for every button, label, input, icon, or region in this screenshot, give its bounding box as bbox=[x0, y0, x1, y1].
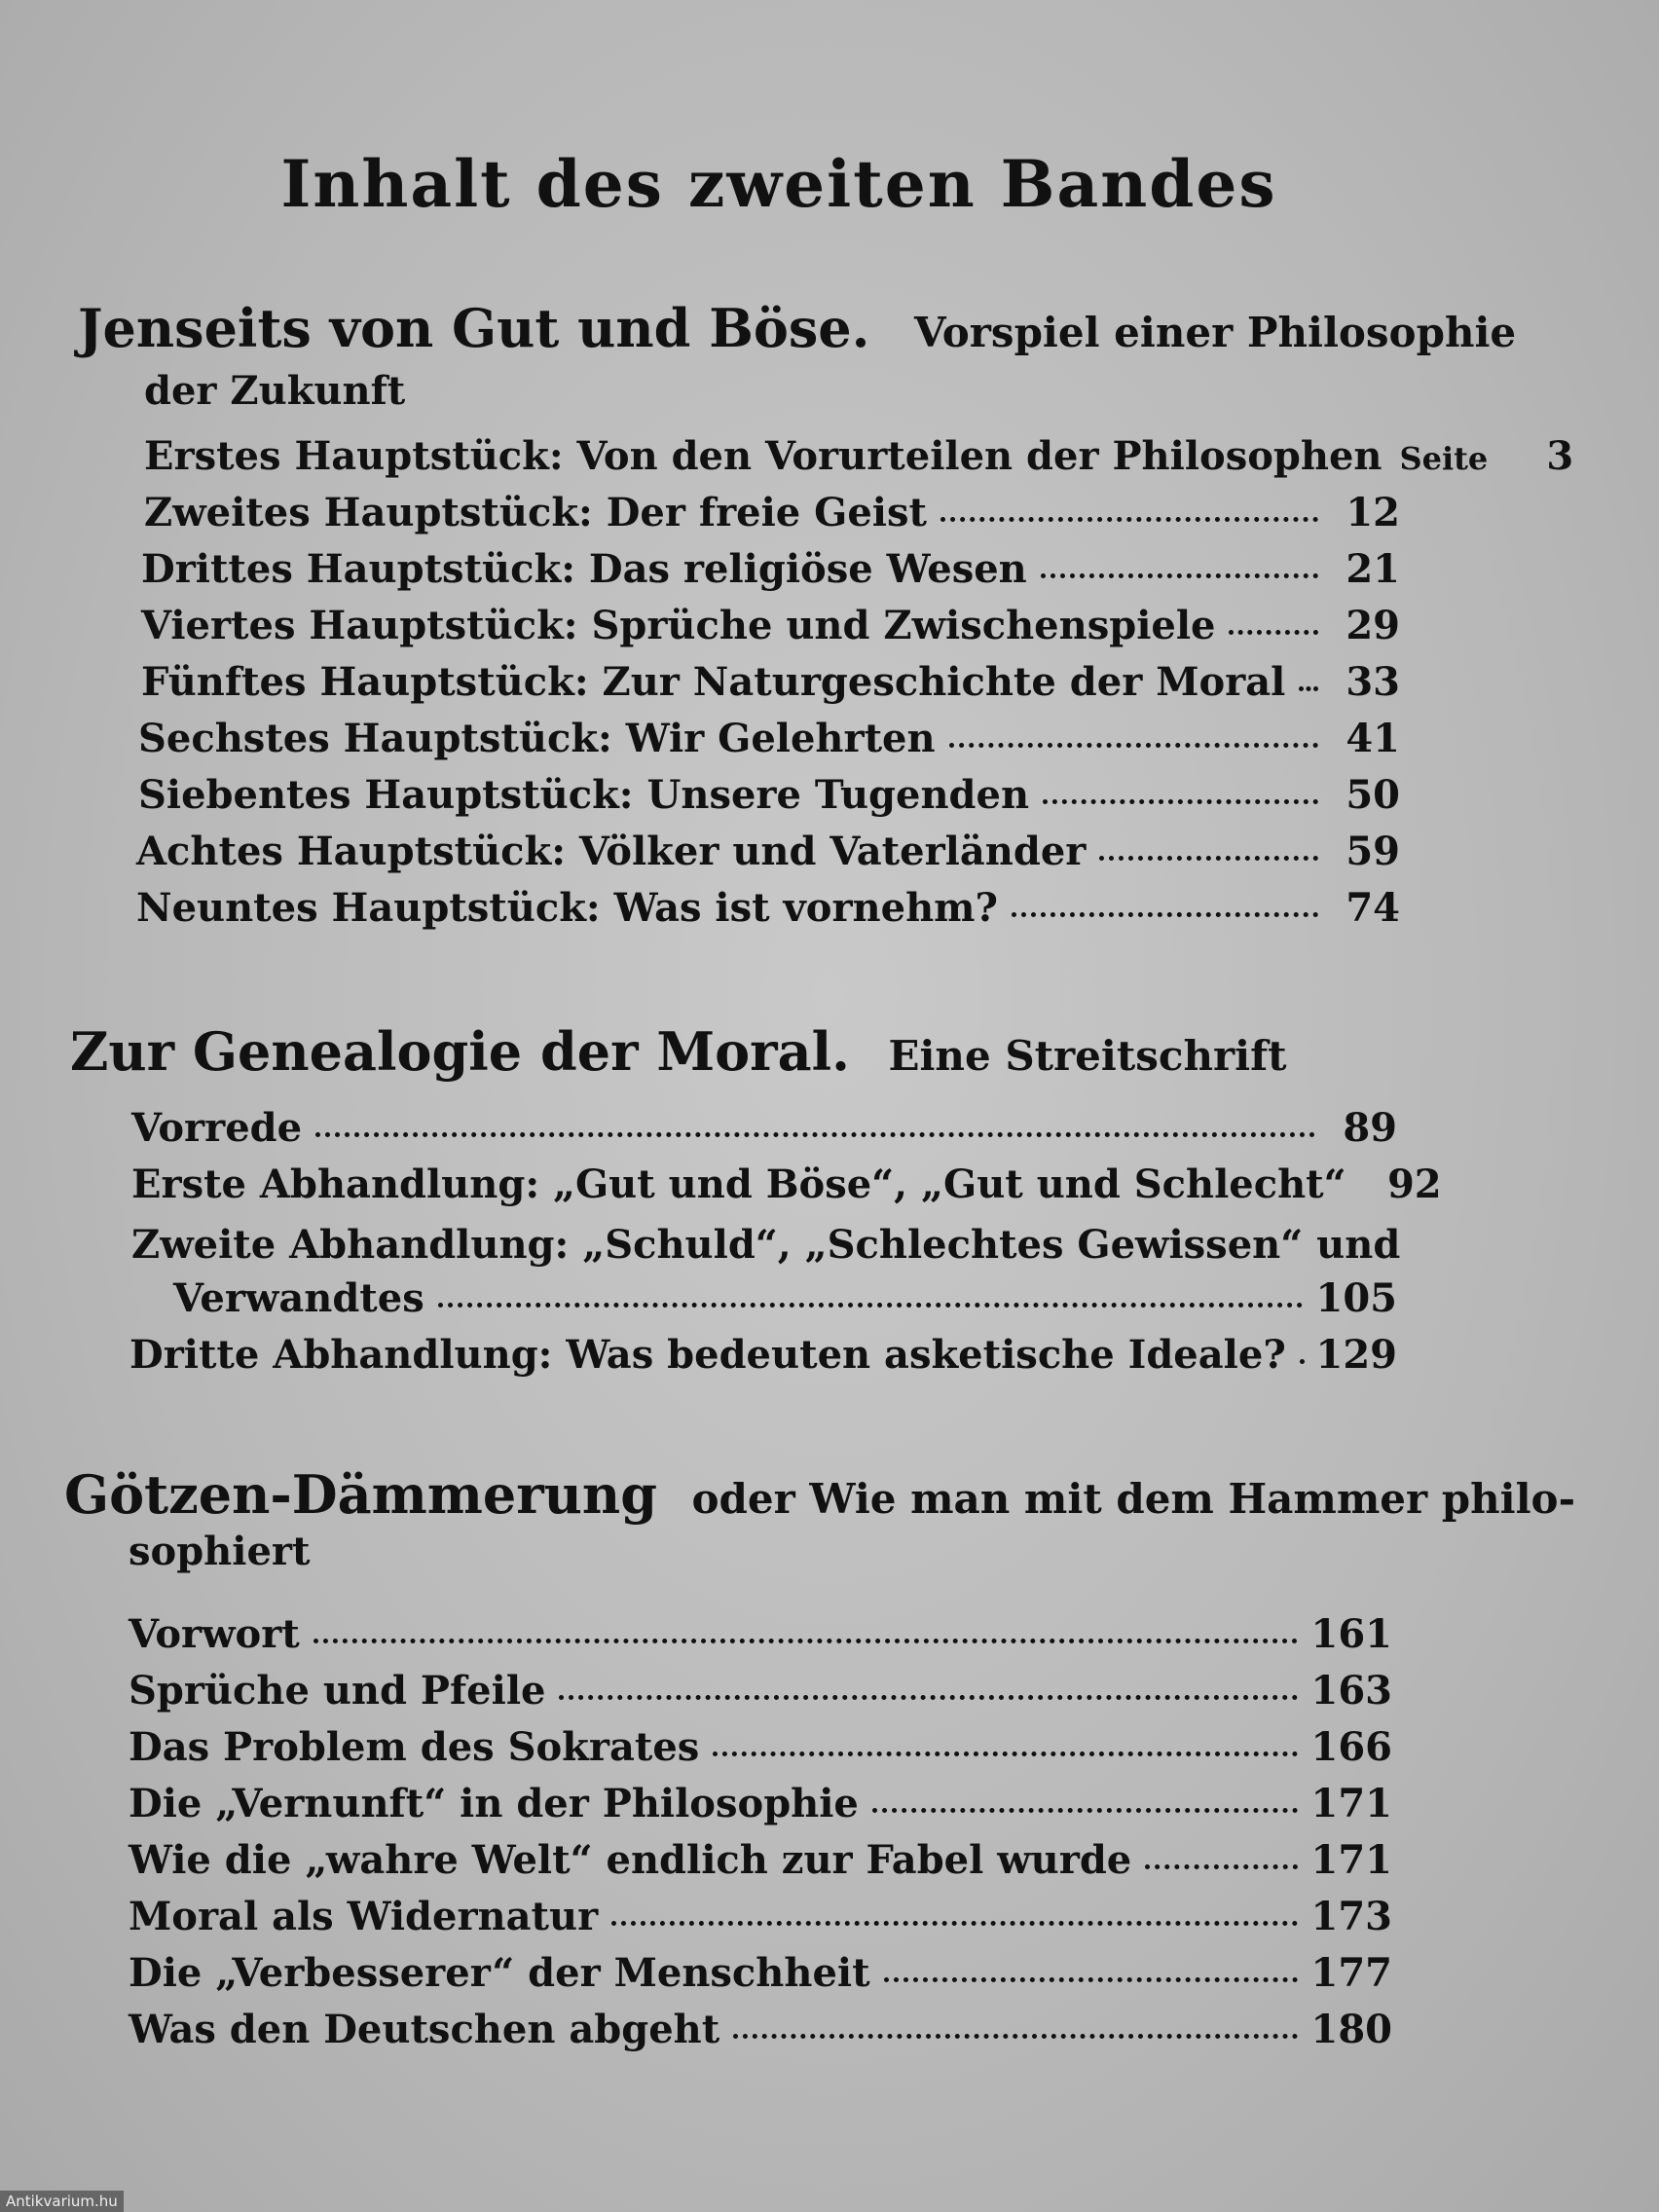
section-subtitle: Vorspiel einer Philosophie bbox=[914, 309, 1517, 356]
entry-label: Die „Verbesserer“ der Menschheit bbox=[129, 1950, 870, 1996]
leader-dots bbox=[315, 1132, 1315, 1137]
entry-label: Neuntes Hauptstück: Was ist vornehm? bbox=[136, 885, 998, 931]
page-column-header: Seite bbox=[1399, 440, 1489, 477]
toc-entry[interactable] bbox=[129, 1781, 1392, 1826]
section-subtitle-cont: der Zukunft bbox=[144, 368, 406, 414]
section-heading bbox=[78, 297, 1516, 359]
entry-label: Drittes Hauptstück: Das religiöse Wesen bbox=[141, 546, 1027, 592]
leader-dots bbox=[713, 1751, 1297, 1756]
entry-page: 180 bbox=[1310, 2007, 1392, 2052]
entry-page: 171 bbox=[1310, 1837, 1392, 1883]
toc-entry[interactable] bbox=[131, 1105, 1397, 1151]
entry-label: Fünftes Hauptstück: Zur Naturgeschichte der Moral bbox=[141, 659, 1286, 705]
entry-label: Die „Vernunft“ in der Philosophie bbox=[129, 1781, 859, 1826]
toc-entry[interactable] bbox=[129, 1724, 1392, 1770]
entry-page: 89 bbox=[1343, 1105, 1397, 1151]
leader-dots bbox=[1300, 1359, 1303, 1364]
section-title: Jenseits von Gut und Böse. bbox=[78, 297, 870, 359]
section-title: Zur Genealogie der Moral. bbox=[70, 1020, 850, 1083]
entry-page: 163 bbox=[1310, 1668, 1392, 1714]
entry-label: Wie die „wahre Welt“ endlich zur Fabel wurde bbox=[129, 1837, 1132, 1883]
entry-label: Sprüche und Pfeile bbox=[129, 1668, 546, 1714]
toc-entry[interactable] bbox=[129, 1950, 1392, 1996]
page-title: Inhalt des zweiten Bandes bbox=[280, 146, 1277, 222]
entry-page: 74 bbox=[1346, 885, 1400, 931]
entry-label-cont: Verwandtes bbox=[173, 1275, 424, 1321]
entry-page: 12 bbox=[1346, 490, 1400, 535]
entry-label: Was den Deutschen abgeht bbox=[129, 2007, 720, 2052]
section-heading bbox=[70, 1020, 1287, 1083]
toc-entry[interactable] bbox=[144, 490, 1400, 535]
entry-page: 50 bbox=[1346, 772, 1400, 818]
toc-entry[interactable] bbox=[136, 829, 1400, 874]
leader-dots bbox=[733, 2034, 1297, 2039]
entry-label: Das Problem des Sokrates bbox=[129, 1724, 700, 1770]
toc-entry[interactable] bbox=[129, 1894, 1392, 1939]
leader-dots bbox=[1145, 1864, 1297, 1869]
section-subtitle: Eine Streitschrift bbox=[888, 1032, 1287, 1080]
entry-label: Dritte Abhandlung: Was bedeuten asketische Ideale? bbox=[129, 1332, 1286, 1378]
toc-entry[interactable] bbox=[144, 433, 1574, 479]
leader-dots bbox=[559, 1695, 1297, 1700]
entry-label: Moral als Widernatur bbox=[129, 1894, 599, 1939]
leader-dots bbox=[872, 1808, 1298, 1813]
entry-page: 3 bbox=[1546, 433, 1574, 479]
toc-entry[interactable] bbox=[129, 1611, 1392, 1657]
toc-entry[interactable] bbox=[129, 1332, 1397, 1378]
entry-label: Zweites Hauptstück: Der freie Geist bbox=[144, 490, 927, 535]
section-title: Götzen-Dämmerung bbox=[64, 1463, 657, 1526]
leader-dots bbox=[1099, 856, 1318, 861]
entry-page: 41 bbox=[1346, 716, 1400, 761]
entry-label: Siebentes Hauptstück: Unsere Tugenden bbox=[138, 772, 1030, 818]
toc-entry[interactable] bbox=[131, 1222, 1401, 1268]
entry-page: 177 bbox=[1310, 1950, 1392, 1996]
toc-entry-cont[interactable] bbox=[173, 1275, 1397, 1321]
toc-entry[interactable] bbox=[141, 603, 1400, 648]
toc-entry[interactable] bbox=[141, 546, 1400, 592]
leader-dots bbox=[313, 1639, 1298, 1643]
entry-label: Erstes Hauptstück: Von den Vorurteilen der Philosophen bbox=[144, 433, 1382, 479]
toc-entry[interactable] bbox=[129, 1668, 1392, 1714]
section-subtitle-cont: sophiert bbox=[129, 1529, 311, 1574]
entry-page: 171 bbox=[1310, 1781, 1392, 1826]
entry-page: 29 bbox=[1346, 603, 1400, 648]
entry-label: Zweite Abhandlung: „Schuld“, „Schlechtes Gewissen“ und bbox=[131, 1222, 1401, 1268]
leader-dots bbox=[940, 517, 1318, 522]
toc-entry[interactable] bbox=[138, 772, 1400, 818]
leader-dots bbox=[1041, 573, 1318, 578]
entry-label: Vorwort bbox=[129, 1611, 300, 1657]
leader-dots bbox=[1012, 912, 1318, 917]
entry-label: Erste Abhandlung: „Gut und Böse“, „Gut und Schlecht“ bbox=[131, 1161, 1346, 1207]
toc-entry[interactable] bbox=[129, 1837, 1392, 1883]
leader-dots bbox=[1229, 630, 1318, 635]
toc-entry[interactable] bbox=[138, 716, 1400, 761]
entry-page: 173 bbox=[1310, 1894, 1392, 1939]
section-subtitle: oder Wie man mit dem Hammer philo- bbox=[691, 1475, 1576, 1523]
entry-page: 105 bbox=[1315, 1275, 1397, 1321]
toc-entry[interactable] bbox=[131, 1161, 1442, 1207]
entry-page: 92 bbox=[1386, 1161, 1442, 1207]
section-heading bbox=[64, 1463, 1575, 1526]
entry-page: 33 bbox=[1346, 659, 1400, 705]
entry-page: 166 bbox=[1310, 1724, 1392, 1770]
leader-dots bbox=[1299, 686, 1318, 691]
entry-label: Achtes Hauptstück: Völker und Vaterländer bbox=[136, 829, 1087, 874]
entry-page: 129 bbox=[1315, 1332, 1397, 1378]
leader-dots bbox=[611, 1921, 1297, 1926]
watermark: Antikvarium.hu bbox=[0, 2191, 124, 2212]
toc-entry[interactable] bbox=[129, 2007, 1392, 2052]
leader-dots bbox=[438, 1303, 1303, 1308]
leader-dots bbox=[1043, 799, 1318, 804]
entry-label: Sechstes Hauptstück: Wir Gelehrten bbox=[138, 716, 936, 761]
toc-entry[interactable] bbox=[136, 885, 1400, 931]
leader-dots bbox=[949, 743, 1318, 748]
entry-label: Viertes Hauptstück: Sprüche und Zwischenspiele bbox=[141, 603, 1216, 648]
toc-entry[interactable] bbox=[141, 659, 1400, 705]
entry-page: 161 bbox=[1310, 1611, 1392, 1657]
leader-dots bbox=[884, 1977, 1298, 1982]
entry-label: Vorrede bbox=[131, 1105, 303, 1151]
entry-page: 21 bbox=[1346, 546, 1400, 592]
entry-page: 59 bbox=[1346, 829, 1400, 874]
